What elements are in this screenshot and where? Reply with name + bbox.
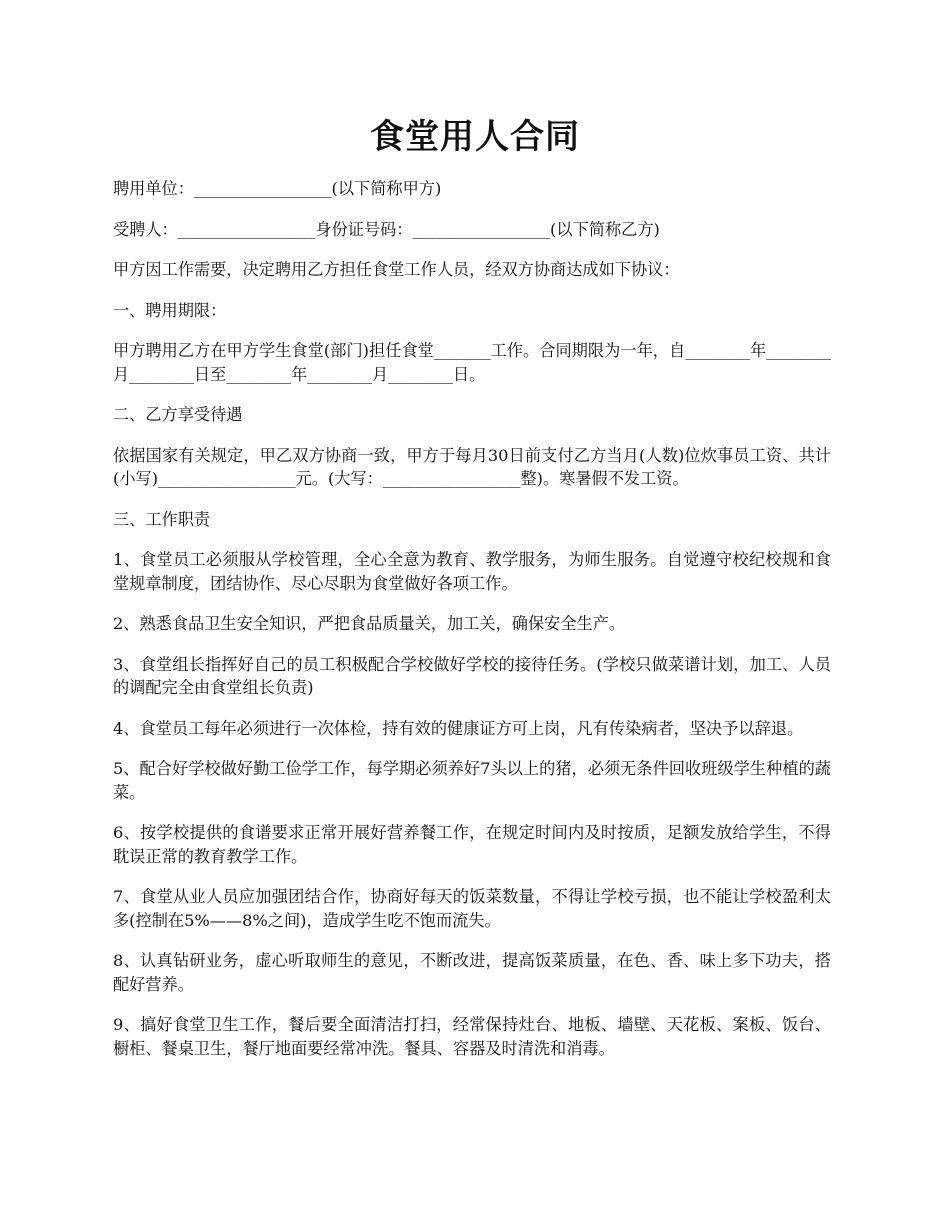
duty-item: 5、配合好学校做好勤工俭学工作，每学期必须养好7头以上的猪，必须无条件回收班级学生种植的蔬菜。 (113, 759, 831, 802)
duty-item: 2、熟悉食品卫生安全知识，严把食品质量关，加工关，确保安全生产。 (113, 614, 626, 633)
section-heading-duties: 三、工作职责 (113, 509, 211, 529)
paragraph-benefits: 依据国家有关规定，甲乙双方协商一致，甲方于每月30日前支付乙方当月(人数)位炊事员工资、共计(小写)_________________元。(大写：_________________整)。寒暑假不发工资。 (113, 445, 831, 488)
section-heading-term: 一、聘用期限： (113, 300, 227, 320)
duty-item: 8、认真钻研业务，虚心听取师生的意见，不断改进，提高饭菜质量，在色、香、味上多下功夫，搭配好营养。 (113, 951, 831, 994)
paragraph-term: 甲方聘用乙方在甲方学生食堂(部门)担任食堂_______工作。合同期限为一年，自________年________月________日至________年________月________日。 (113, 341, 831, 384)
duty-item: 7、食堂从业人员应加强团结合作，协商好每天的饭菜数量，不得让学校亏损，也不能让学校盈利太多(控制在5%——8%之间)，造成学生吃不饱而流失。 (113, 887, 831, 930)
duty-item: 1、食堂员工必须服从学校管理，全心全意为教育、教学服务，为师生服务。自觉遵守校纪校规和食堂规章制度，团结协作、尽心尽职为食堂做好各项工作。 (113, 550, 831, 593)
section-heading-benefits: 二、乙方享受待遇 (113, 405, 243, 424)
document-title: 食堂用人合同 (370, 117, 580, 157)
duty-item: 3、食堂组长指挥好自己的员工积极配合学校做好学校的接待任务。(学校只做菜谱计划，加工、人员的调配完全由食堂组长负责) (113, 654, 831, 697)
paragraph-intro: 甲方因工作需要，决定聘用乙方担任食堂工作人员，经双方协商达成如下协议： (113, 260, 680, 279)
paragraph-employer: 聘用单位：_________________(以下简称甲方) (113, 179, 442, 198)
document-body (113, 177, 831, 1077)
paragraph-employee: 受聘人：_________________身份证号码：_________________(以下简称乙方) (113, 219, 660, 239)
duty-item: 4、食堂员工每年必须进行一次体检，持有效的健康证方可上岗，凡有传染病者，坚决予以辞退。 (113, 718, 804, 738)
duty-item: 9、搞好食堂卫生工作，餐后要全面清洁打扫，经常保持灶台、地板、墙壁、天花板、案板、饭台、橱柜、餐桌卫生，餐厅地面要经常冲洗。餐具、容器及时清洗和消毒。 (113, 1015, 831, 1058)
duty-item: 6、按学校提供的食谱要求正常开展好营养餐工作，在规定时间内及时按质，足额发放给学生，不得耽误正常的教育教学工作。 (113, 823, 831, 866)
